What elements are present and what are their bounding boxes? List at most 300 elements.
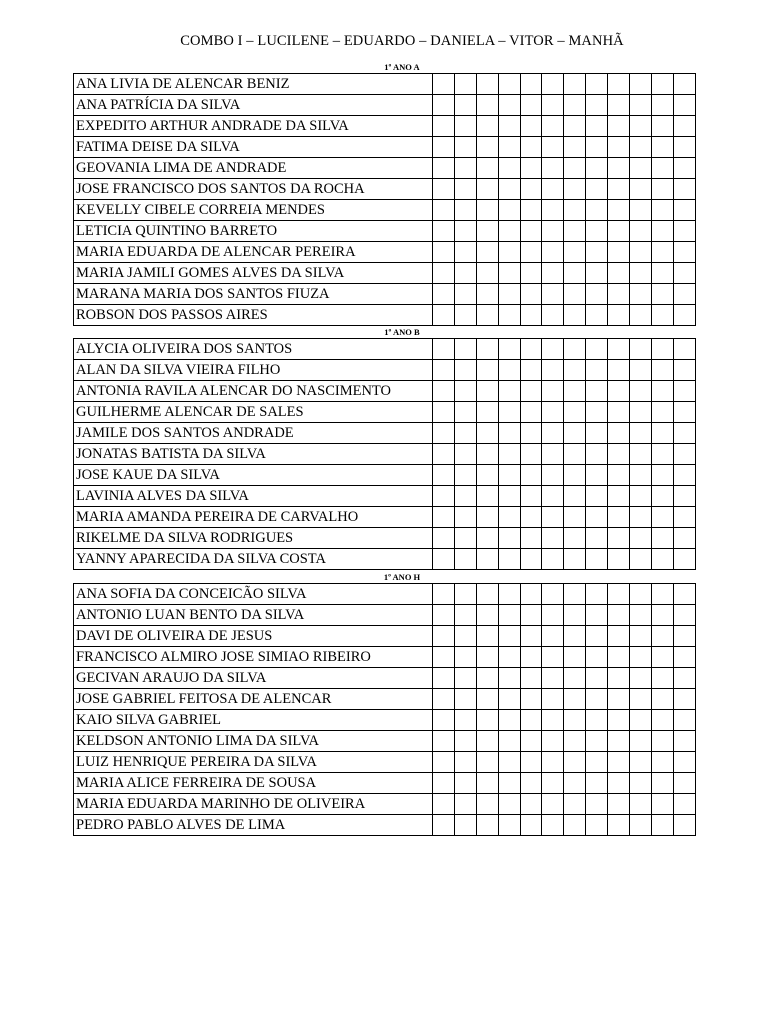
attendance-cell [651, 794, 673, 815]
attendance-cell [498, 444, 520, 465]
attendance-cell [564, 626, 586, 647]
attendance-cell [630, 179, 652, 200]
attendance-cell [433, 305, 455, 326]
attendance-cell [520, 95, 542, 116]
attendance-cell [542, 626, 564, 647]
attendance-cell [673, 158, 695, 179]
table-row [74, 402, 696, 423]
attendance-cell [454, 263, 476, 284]
attendance-cell [476, 605, 498, 626]
attendance-cell [673, 339, 695, 360]
attendance-cell [651, 668, 673, 689]
attendance-cell [608, 794, 630, 815]
table-row [74, 794, 696, 815]
attendance-cell [651, 242, 673, 263]
attendance-cell [476, 626, 498, 647]
table-row [74, 528, 696, 549]
attendance-cell [542, 95, 564, 116]
attendance-cell [476, 200, 498, 221]
attendance-cell [476, 137, 498, 158]
attendance-cell [564, 74, 586, 95]
attendance-cell [586, 710, 608, 731]
attendance-cell [542, 74, 564, 95]
attendance-cell [498, 221, 520, 242]
attendance-cell [454, 423, 476, 444]
attendance-cell [520, 444, 542, 465]
attendance-cell [520, 242, 542, 263]
student-name: MARANA MARIA DOS SANTOS FIUZA [74, 284, 433, 305]
attendance-cell [542, 605, 564, 626]
attendance-cell [586, 647, 608, 668]
attendance-cell [564, 263, 586, 284]
attendance-cell [433, 731, 455, 752]
attendance-cell [651, 116, 673, 137]
attendance-cell [564, 584, 586, 605]
attendance-cell [651, 381, 673, 402]
attendance-cell [454, 605, 476, 626]
attendance-cell [651, 584, 673, 605]
student-name: PEDRO PABLO ALVES DE LIMA [74, 815, 433, 836]
table-row [74, 668, 696, 689]
attendance-cell [476, 242, 498, 263]
attendance-cell [630, 116, 652, 137]
attendance-cell [586, 486, 608, 507]
attendance-cell [564, 339, 586, 360]
attendance-cell [630, 339, 652, 360]
attendance-cell [433, 423, 455, 444]
attendance-cell [586, 339, 608, 360]
attendance-cell [608, 263, 630, 284]
attendance-cell [454, 528, 476, 549]
attendance-cell [564, 668, 586, 689]
attendance-cell [564, 815, 586, 836]
attendance-cell [520, 423, 542, 444]
table-row [74, 486, 696, 507]
student-name: KEVELLY CIBELE CORREIA MENDES [74, 200, 433, 221]
attendance-cell [433, 179, 455, 200]
student-name: FATIMA DEISE DA SILVA [74, 137, 433, 158]
attendance-cell [476, 284, 498, 305]
attendance-cell [520, 584, 542, 605]
attendance-cell [433, 752, 455, 773]
attendance-cell [520, 360, 542, 381]
attendance-cell [498, 605, 520, 626]
attendance-cell [454, 360, 476, 381]
attendance-cell [520, 402, 542, 423]
attendance-cell [476, 528, 498, 549]
attendance-cell [608, 200, 630, 221]
attendance-cell [542, 305, 564, 326]
table-row [74, 95, 696, 116]
attendance-cell [630, 284, 652, 305]
attendance-cell [608, 815, 630, 836]
attendance-cell [651, 305, 673, 326]
attendance-cell [542, 752, 564, 773]
attendance-cell [586, 549, 608, 570]
attendance-cell [433, 200, 455, 221]
attendance-cell [586, 605, 608, 626]
table-row [74, 116, 696, 137]
attendance-cell [433, 465, 455, 486]
attendance-cell [651, 689, 673, 710]
attendance-cell [498, 381, 520, 402]
attendance-cell [564, 605, 586, 626]
student-name: ALYCIA OLIVEIRA DOS SANTOS [74, 339, 433, 360]
attendance-cell [630, 95, 652, 116]
attendance-cell [454, 95, 476, 116]
attendance-cell [498, 284, 520, 305]
attendance-cell [673, 794, 695, 815]
attendance-cell [454, 668, 476, 689]
attendance-cell [564, 95, 586, 116]
attendance-cell [498, 710, 520, 731]
attendance-cell [564, 402, 586, 423]
attendance-cell [673, 486, 695, 507]
attendance-cell [608, 221, 630, 242]
attendance-cell [608, 137, 630, 158]
attendance-cell [476, 773, 498, 794]
attendance-cell [498, 689, 520, 710]
attendance-cell [630, 528, 652, 549]
student-name: ANA LIVIA DE ALENCAR BENIZ [74, 74, 433, 95]
attendance-cell [433, 584, 455, 605]
attendance-cell [498, 528, 520, 549]
attendance-cell [586, 689, 608, 710]
attendance-cell [542, 402, 564, 423]
table-row [74, 465, 696, 486]
attendance-cell [476, 647, 498, 668]
attendance-cell [520, 465, 542, 486]
table-row [74, 647, 696, 668]
attendance-cell [476, 549, 498, 570]
attendance-cell [586, 528, 608, 549]
attendance-cell [608, 423, 630, 444]
attendance-cell [542, 773, 564, 794]
attendance-cell [673, 710, 695, 731]
attendance-cell [651, 179, 673, 200]
attendance-cell [520, 647, 542, 668]
attendance-cell [433, 74, 455, 95]
attendance-cell [433, 116, 455, 137]
attendance-cell [498, 74, 520, 95]
attendance-cell [476, 423, 498, 444]
attendance-cell [542, 465, 564, 486]
attendance-cell [586, 402, 608, 423]
student-name: LETICIA QUINTINO BARRETO [74, 221, 433, 242]
attendance-cell [608, 689, 630, 710]
attendance-cell [586, 584, 608, 605]
attendance-cell [542, 731, 564, 752]
attendance-cell [542, 668, 564, 689]
attendance-cell [673, 444, 695, 465]
attendance-cell [564, 179, 586, 200]
attendance-cell [673, 815, 695, 836]
attendance-cell [454, 689, 476, 710]
student-name: YANNY APARECIDA DA SILVA COSTA [74, 549, 433, 570]
attendance-cell [542, 689, 564, 710]
attendance-cell [454, 584, 476, 605]
attendance-cell [498, 815, 520, 836]
attendance-cell [673, 689, 695, 710]
attendance-cell [564, 731, 586, 752]
attendance-cell [498, 339, 520, 360]
attendance-cell [608, 116, 630, 137]
attendance-cell [564, 465, 586, 486]
attendance-cell [673, 647, 695, 668]
attendance-cell [586, 305, 608, 326]
attendance-cell [673, 528, 695, 549]
attendance-cell [608, 74, 630, 95]
table-row [74, 263, 696, 284]
attendance-cell [564, 305, 586, 326]
attendance-cell [564, 200, 586, 221]
attendance-cell [651, 731, 673, 752]
attendance-cell [630, 731, 652, 752]
attendance-cell [608, 339, 630, 360]
attendance-cell [433, 95, 455, 116]
attendance-cell [454, 507, 476, 528]
attendance-cell [454, 486, 476, 507]
attendance-cell [433, 158, 455, 179]
attendance-cell [454, 305, 476, 326]
attendance-cell [630, 689, 652, 710]
table-row [74, 242, 696, 263]
attendance-cell [520, 158, 542, 179]
attendance-cell [608, 710, 630, 731]
attendance-cell [564, 773, 586, 794]
student-name: JOSE GABRIEL FEITOSA DE ALENCAR [74, 689, 433, 710]
attendance-cell [542, 486, 564, 507]
attendance-cell [520, 263, 542, 284]
attendance-cell [498, 465, 520, 486]
attendance-cell [673, 584, 695, 605]
table-row [74, 339, 696, 360]
attendance-cell [586, 815, 608, 836]
attendance-cell [433, 528, 455, 549]
table-row [74, 710, 696, 731]
attendance-cell [608, 773, 630, 794]
section-heading-1-ano-h: 1º ANO H [383, 572, 421, 582]
attendance-cell [433, 689, 455, 710]
attendance-cell [476, 158, 498, 179]
attendance-cell [542, 200, 564, 221]
attendance-cell [651, 360, 673, 381]
page-title: COMBO I – LUCILENE – EDUARDO – DANIELA – VITOR – MANHÃ [180, 33, 624, 49]
attendance-cell [476, 465, 498, 486]
attendance-cell [630, 584, 652, 605]
attendance-cell [476, 305, 498, 326]
attendance-cell [651, 444, 673, 465]
attendance-cell [651, 423, 673, 444]
attendance-cell [630, 221, 652, 242]
attendance-cell [630, 710, 652, 731]
attendance-cell [564, 752, 586, 773]
attendance-cell [498, 549, 520, 570]
attendance-cell [651, 402, 673, 423]
attendance-cell [498, 773, 520, 794]
attendance-cell [520, 773, 542, 794]
attendance-cell [608, 158, 630, 179]
attendance-cell [673, 605, 695, 626]
attendance-cell [433, 339, 455, 360]
attendance-cell [498, 626, 520, 647]
attendance-cell [673, 402, 695, 423]
student-name: FRANCISCO ALMIRO JOSE SIMIAO RIBEIRO [74, 647, 433, 668]
attendance-cell [586, 731, 608, 752]
attendance-cell [586, 444, 608, 465]
attendance-cell [630, 200, 652, 221]
attendance-cell [542, 158, 564, 179]
attendance-cell [608, 584, 630, 605]
attendance-cell [608, 549, 630, 570]
attendance-cell [586, 794, 608, 815]
table-row [74, 381, 696, 402]
attendance-cell [586, 95, 608, 116]
table-row [74, 752, 696, 773]
attendance-cell [651, 528, 673, 549]
attendance-cell [542, 794, 564, 815]
attendance-cell [476, 815, 498, 836]
attendance-cell [476, 74, 498, 95]
attendance-cell [520, 815, 542, 836]
attendance-cell [564, 528, 586, 549]
attendance-cell [476, 179, 498, 200]
table-row [74, 179, 696, 200]
attendance-cell [520, 116, 542, 137]
attendance-cell [608, 486, 630, 507]
attendance-cell [454, 444, 476, 465]
attendance-cell [564, 423, 586, 444]
attendance-cell [630, 668, 652, 689]
attendance-cell [673, 465, 695, 486]
attendance-cell [673, 242, 695, 263]
attendance-cell [498, 158, 520, 179]
attendance-cell [608, 528, 630, 549]
attendance-cell [673, 626, 695, 647]
attendance-cell [433, 137, 455, 158]
attendance-table-1-ano-b [73, 338, 696, 570]
attendance-cell [433, 402, 455, 423]
attendance-cell [651, 263, 673, 284]
attendance-cell [520, 305, 542, 326]
table-row [74, 200, 696, 221]
attendance-cell [630, 507, 652, 528]
attendance-cell [564, 284, 586, 305]
attendance-cell [476, 486, 498, 507]
student-name: KAIO SILVA GABRIEL [74, 710, 433, 731]
attendance-cell [608, 605, 630, 626]
attendance-cell [498, 179, 520, 200]
student-name: MARIA EDUARDA MARINHO DE OLIVEIRA [74, 794, 433, 815]
attendance-cell [476, 339, 498, 360]
attendance-cell [454, 221, 476, 242]
attendance-cell [630, 444, 652, 465]
attendance-cell [542, 339, 564, 360]
attendance-cell [476, 444, 498, 465]
attendance-cell [433, 444, 455, 465]
attendance-cell [608, 305, 630, 326]
attendance-cell [673, 668, 695, 689]
student-name: ROBSON DOS PASSOS AIRES [74, 305, 433, 326]
attendance-cell [498, 647, 520, 668]
attendance-cell [651, 221, 673, 242]
student-name: RIKELME DA SILVA RODRIGUES [74, 528, 433, 549]
attendance-cell [542, 549, 564, 570]
student-name: MARIA AMANDA PEREIRA DE CARVALHO [74, 507, 433, 528]
attendance-cell [651, 626, 673, 647]
attendance-cell [564, 242, 586, 263]
attendance-cell [542, 444, 564, 465]
attendance-cell [586, 668, 608, 689]
attendance-cell [520, 507, 542, 528]
attendance-cell [454, 710, 476, 731]
attendance-cell [651, 465, 673, 486]
attendance-cell [630, 402, 652, 423]
attendance-cell [651, 200, 673, 221]
table-row [74, 689, 696, 710]
attendance-cell [454, 179, 476, 200]
attendance-cell [586, 752, 608, 773]
attendance-cell [498, 305, 520, 326]
attendance-cell [433, 507, 455, 528]
attendance-cell [586, 381, 608, 402]
attendance-cell [498, 423, 520, 444]
attendance-cell [542, 710, 564, 731]
attendance-cell [520, 381, 542, 402]
attendance-cell [608, 360, 630, 381]
table-row [74, 507, 696, 528]
attendance-cell [630, 242, 652, 263]
attendance-table-1-ano-a [73, 73, 696, 326]
attendance-cell [586, 507, 608, 528]
attendance-cell [608, 668, 630, 689]
attendance-cell [564, 221, 586, 242]
attendance-cell [673, 95, 695, 116]
attendance-cell [476, 381, 498, 402]
attendance-cell [542, 584, 564, 605]
attendance-cell [454, 465, 476, 486]
attendance-cell [433, 647, 455, 668]
attendance-cell [608, 284, 630, 305]
attendance-cell [586, 137, 608, 158]
student-name: EXPEDITO ARTHUR ANDRADE DA SILVA [74, 116, 433, 137]
table-row [74, 74, 696, 95]
attendance-cell [564, 137, 586, 158]
attendance-cell [564, 647, 586, 668]
attendance-cell [520, 528, 542, 549]
attendance-cell [630, 305, 652, 326]
attendance-cell [651, 815, 673, 836]
attendance-cell [498, 668, 520, 689]
attendance-cell [542, 284, 564, 305]
attendance-cell [476, 507, 498, 528]
table-row [74, 305, 696, 326]
attendance-cell [630, 486, 652, 507]
attendance-cell [608, 179, 630, 200]
attendance-cell [433, 668, 455, 689]
attendance-cell [542, 381, 564, 402]
attendance-cell [608, 647, 630, 668]
attendance-cell [673, 116, 695, 137]
attendance-cell [651, 507, 673, 528]
student-name: ANTONIO LUAN BENTO DA SILVA [74, 605, 433, 626]
student-name: MARIA JAMILI GOMES ALVES DA SILVA [74, 263, 433, 284]
attendance-cell [476, 752, 498, 773]
attendance-cell [476, 263, 498, 284]
attendance-cell [454, 116, 476, 137]
attendance-cell [520, 731, 542, 752]
attendance-cell [586, 284, 608, 305]
